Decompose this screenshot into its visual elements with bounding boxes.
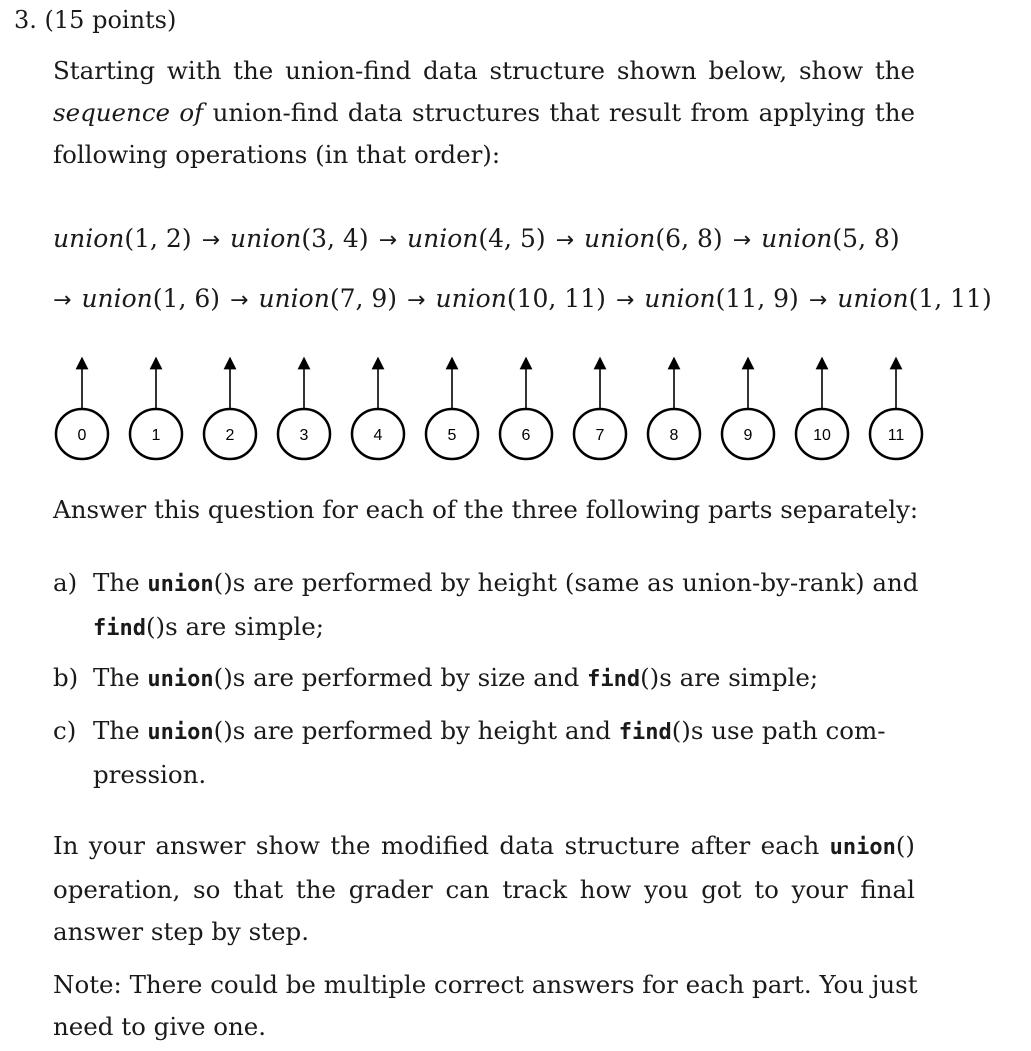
instructions-line-2: operation, so that the grader can track how you got to your final — [53, 875, 915, 904]
part-a-line-1 — [53, 562, 918, 606]
intro-line-2 — [53, 92, 915, 134]
note-line-1: Note: There could be multiple correct answers for each part. You just — [53, 970, 918, 999]
operation-args: (3, 4) — [301, 224, 369, 253]
part-c-code-find: find — [618, 720, 672, 745]
node-label: 7 — [595, 427, 605, 444]
part-a-line-2 — [53, 606, 918, 650]
part-b-text-2: ()s are performed by size and — [213, 663, 588, 692]
operation-args: (5, 8) — [832, 224, 900, 253]
operation-function: union — [230, 224, 302, 253]
operation-function: union — [584, 224, 656, 253]
node-label: 4 — [373, 427, 383, 444]
intro-line-1: Starting with the union-find data structure shown below, show the — [53, 56, 915, 85]
part-a-text-3: ()s are simple; — [145, 612, 324, 641]
operation-function: union — [258, 284, 330, 313]
uf-node-0 — [56, 363, 108, 459]
operation-function: union — [837, 284, 909, 313]
operation-function: union — [644, 284, 716, 313]
part-a-text-2: ()s are performed by height (same as union-by-rank) and — [213, 568, 919, 597]
instructions-line-1 — [53, 825, 915, 869]
intro-line-2-rest: union-find data structures that result from applying the — [203, 98, 916, 127]
part-c — [53, 710, 886, 796]
intro-line-3: following operations (in that order): — [53, 140, 501, 169]
answer-intro: Answer this question for each of the three following parts separately: — [53, 495, 919, 524]
sequence-arrow: → — [555, 228, 575, 253]
part-c-text-1: The — [93, 716, 148, 745]
operation-function: union — [81, 284, 153, 313]
uf-node-2 — [204, 363, 256, 459]
uf-node-6 — [500, 363, 552, 459]
operation-args: (4, 5) — [478, 224, 546, 253]
instructions-code-union: union — [829, 835, 896, 860]
operation-function: union — [761, 224, 833, 253]
operations-line-2 — [53, 284, 992, 313]
part-c-label: c) — [53, 716, 77, 745]
part-c-line-2 — [53, 754, 886, 796]
operation-args: (7, 9) — [329, 284, 398, 313]
node-label: 5 — [447, 427, 457, 444]
part-c-line-1 — [53, 710, 886, 754]
operation-args: (1, 6) — [152, 284, 221, 313]
sequence-arrow: → — [53, 288, 72, 313]
part-c-text-4: pression. — [93, 760, 207, 789]
part-b — [53, 657, 818, 701]
sequence-arrow: → — [230, 288, 249, 313]
node-label: 10 — [813, 427, 831, 444]
uf-node-11 — [870, 363, 922, 459]
part-b-text-3: ()s are simple; — [640, 663, 819, 692]
operation-args: (11, 9) — [715, 284, 799, 313]
uf-node-10 — [796, 363, 848, 459]
part-b-code-union: union — [147, 667, 214, 692]
node-label: 3 — [299, 427, 309, 444]
question-header — [14, 6, 176, 34]
node-label: 11 — [887, 427, 905, 444]
part-c-text-3: ()s use path com- — [671, 716, 886, 745]
operation-function: union — [53, 224, 125, 253]
instructions-line-3: answer step by step. — [53, 917, 310, 946]
operation-args: (6, 8) — [655, 224, 723, 253]
uf-node-5 — [426, 363, 478, 459]
intro-paragraph — [53, 50, 915, 176]
sequence-arrow: → — [378, 228, 398, 253]
node-label: 9 — [743, 427, 753, 444]
uf-node-3 — [278, 363, 330, 459]
note-line-2: need to give one. — [53, 1012, 267, 1041]
uf-node-8 — [648, 363, 700, 459]
operations-line-1 — [53, 224, 900, 253]
question-number: 3. — [14, 6, 37, 34]
intro-italic-sequence: sequence of — [53, 98, 204, 127]
node-label: 0 — [77, 427, 87, 444]
nodes-group — [56, 363, 922, 459]
operation-args: (10, 11) — [506, 284, 606, 313]
node-label: 1 — [151, 427, 161, 444]
node-label: 6 — [521, 427, 531, 444]
union-find-diagram — [0, 345, 1031, 470]
instructions-paragraph — [53, 825, 915, 953]
part-a-code-union: union — [147, 572, 214, 597]
node-label: 2 — [225, 427, 235, 444]
node-label: 8 — [669, 427, 679, 444]
part-b-label: b) — [53, 663, 79, 692]
sequence-arrow: → — [808, 288, 828, 313]
sequence-arrow: → — [732, 228, 752, 253]
part-b-text-1: The — [93, 663, 148, 692]
operation-args: (1, 2) — [124, 224, 192, 253]
part-a-code-find: find — [93, 616, 146, 641]
part-c-text-2: ()s are performed by height and — [213, 716, 619, 745]
sequence-arrow: → — [201, 228, 221, 253]
part-b-code-find: find — [587, 667, 641, 692]
uf-node-1 — [130, 363, 182, 459]
part-a — [53, 562, 918, 650]
operation-function: union — [435, 284, 507, 313]
note-paragraph — [53, 964, 918, 1048]
sequence-arrow: → — [615, 288, 635, 313]
operation-function: union — [407, 224, 479, 253]
part-a-label: a) — [53, 568, 78, 597]
operation-args: (1, 11) — [908, 284, 992, 313]
uf-node-7 — [574, 363, 626, 459]
sequence-arrow: → — [407, 288, 426, 313]
question-points: (15 points) — [44, 6, 177, 34]
instructions-text-1: In your answer show the modified data structure after each — [53, 831, 830, 860]
uf-node-4 — [352, 363, 404, 459]
part-c-code-union: union — [147, 720, 214, 745]
part-a-text-1: The — [93, 568, 148, 597]
uf-node-9 — [722, 363, 774, 459]
instructions-text-2: () — [895, 831, 915, 860]
